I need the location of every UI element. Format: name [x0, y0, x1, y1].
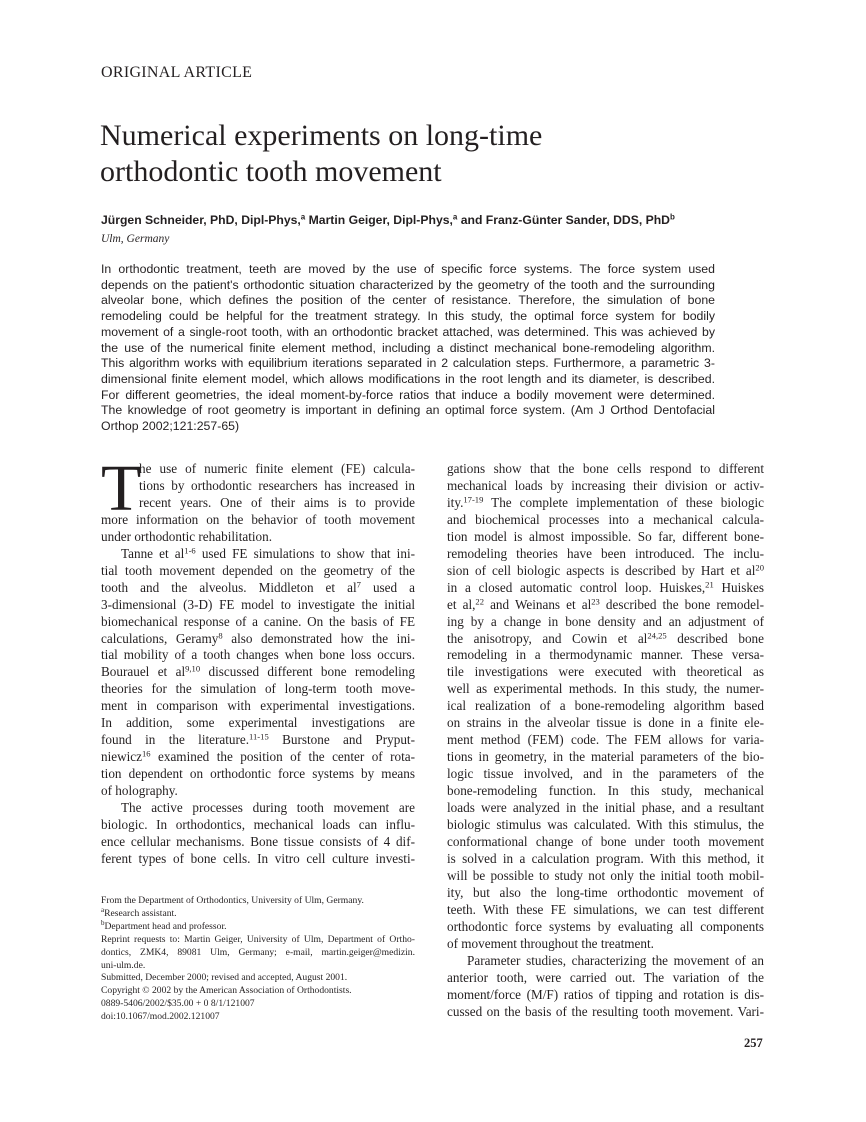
- text-line: The knowledge of root geometry is important in defining an optimal force system. (Am J Orthod Dentofacial: [101, 403, 715, 418]
- text-line: sion of cell biologic aspects is described by Hart et $al^{20}$: [447, 562, 764, 578]
- text-line: 3-dimensional (3-D) FE model to investigate the initial: [101, 596, 415, 612]
- text-line: logic tissue involved, and in the parameters of the: [447, 766, 764, 782]
- text-line: the use of the numerical finite element method, including a distinct mechanical bone-remodeling algorithm.: [101, 340, 715, 355]
- text-line: dimensional finite element model, which allows modifications in the root length and its diameter, is described.: [101, 371, 715, 386]
- text-line: under orthodontic rehabilitation.: [101, 528, 273, 544]
- text-line: alveolar bone, which defines the position of the center of resistance. Therefore, the simulation of bone: [101, 293, 715, 308]
- citation: 20: [755, 562, 764, 572]
- text-line: on strains in the alveolar tissue is done in a finite ele-: [447, 715, 764, 731]
- text-line: remodeling could be helpful for the treatment strategy. In this study, the optimal force system for bodily: [101, 309, 715, 324]
- citation: 24,25: [647, 629, 667, 640]
- text-line: biologic stimulus was calculated. With this stimulus, the: [447, 817, 764, 833]
- text-line: doi:10.1067/mod.2002.121007: [101, 1011, 220, 1023]
- text-line: theories for the simulation of long-term tooth move-: [101, 681, 415, 697]
- title-line: Numerical experiments on long-time: [100, 119, 543, 152]
- citation: b: [101, 918, 105, 927]
- text-line: ment method (FEM) code. The FEM allows for varia-: [447, 732, 764, 748]
- text-line: loads were analyzed in the initial phase, and a resultant: [447, 800, 764, 816]
- text-line: and biochemical processes into a mechanical calcula-: [447, 511, 764, 527]
- text-line: Bourauel et al$^{9,10}$ discussed different bone remodeling: [101, 663, 415, 680]
- affiliation: Ulm, Germany: [101, 233, 170, 245]
- text-line: Parameter studies, characterizing the movement of an: [467, 952, 764, 968]
- text-line: ence cellular mechanisms. Bone tissue consists of 4 dif-: [101, 833, 415, 849]
- text-line: teeth. With these FE simulations, we can test different: [447, 901, 764, 917]
- text-line: cussed on the basis of the resulting tooth movement. Vari-: [447, 1003, 764, 1019]
- abstract: [101, 262, 715, 435]
- title-line: orthodontic tooth movement: [100, 155, 442, 188]
- text-line: of holography.: [101, 783, 178, 799]
- text-line: Reprint requests to: Martin Geiger, University of Ulm, Department of Ortho-: [101, 933, 415, 945]
- citation: 23: [591, 595, 600, 606]
- authors: [101, 213, 675, 227]
- text-line: well as experimental methods. In this study, the numer-: [447, 681, 764, 697]
- text-line: ity, but also the long-time orthodontic movement of: [447, 884, 764, 900]
- text-line: depends on the patient's orthodontic situation characterized by the geometry of the tooth and the surrounding: [101, 277, 715, 292]
- text-line: of movement throughout the treatment.: [447, 935, 654, 951]
- text-line: gations show that the bone cells respond to different: [447, 461, 764, 476]
- text-line: ment in comparison with experimental investigations.: [101, 698, 415, 714]
- text-line: $^a$Research assistant.: [101, 906, 177, 919]
- text-line: ing by a change in bone density and an adjustment of: [447, 613, 764, 629]
- page-number: 257: [744, 1036, 763, 1050]
- text-line: ity.$^{17-19}$ The complete implementation of these biologic: [447, 494, 764, 510]
- drop-cap: T: [101, 452, 142, 525]
- text-line: niewicz$^{16}$ examined the position of the center of rota-: [101, 748, 415, 765]
- text-line: et al,$^{22}$ and Weinans et $al^{23}$ described the bone remodel-: [447, 595, 764, 612]
- text-line: Submitted, December 2000; revised and accepted, August 2001.: [101, 972, 348, 984]
- text-line: anterior tooth, were carried out. The variation of the: [447, 969, 764, 985]
- author-name: Jürgen Schneider, PhD, Dipl-Phys,: [101, 213, 301, 227]
- text-line: The active processes during tooth movement are: [121, 800, 415, 816]
- author-name: and Franz-Günter Sander, DDS, PhD: [457, 213, 670, 227]
- text-line: in a closed automatic control loop. Huiskes,$^{21}$ Huiskes: [447, 578, 764, 595]
- text-line: tion dependent on orthodontic force systems by means: [101, 766, 415, 782]
- text-line: movement of a single-root tooth, with an orthodontic bracket attached, was determined. This was achieved by: [101, 324, 715, 339]
- citation: 22: [475, 595, 484, 606]
- citation: 9,10: [185, 663, 201, 674]
- text-line: tions by orthodontic researchers has increased in: [139, 477, 415, 493]
- text-line: remodeling in a thermodynamic manner. These versa-: [447, 647, 764, 663]
- body-column-right: [447, 461, 764, 1020]
- citation: 1-6: [184, 545, 196, 556]
- text-line: is solved in a calculation program. With this method, it: [447, 850, 764, 866]
- text-line: orthodontic force systems by evaluating all components: [447, 918, 764, 934]
- citation: a: [101, 906, 105, 915]
- text-line: will be possible to study not only the initial tooth mobil-: [447, 867, 764, 883]
- text-line: tooth and the alveolus. Middleton et $al^7$ used a: [101, 578, 415, 595]
- text-line: remodeling theories have been introduced. The inclu-: [447, 545, 764, 561]
- text-line: tial mobility of a tooth changes when bone loss occurs.: [101, 647, 415, 663]
- text-line: biomechanical response of a canine. On the basis of FE: [101, 613, 415, 629]
- citation: 21: [705, 578, 714, 589]
- text-line: mechanical loads by increasing their division or activ-: [447, 477, 764, 493]
- section-label: ORIGINAL ARTICLE: [101, 64, 253, 81]
- text-line: Copyright © 2002 by the American Association of Orthodontists.: [101, 985, 352, 997]
- citation: 17-19: [463, 494, 484, 505]
- text-line: biologic. In orthodontics, mechanical loads can influ-: [101, 817, 415, 833]
- text-line: tions in geometry, in the material parameters of the bio-: [447, 749, 764, 765]
- footnotes: [101, 895, 415, 1024]
- author-name: Martin Geiger, Dipl-Phys,: [305, 213, 453, 227]
- affiliation-mark: a: [300, 212, 306, 222]
- text-line: he use of numeric finite element (FE) calcula-: [139, 461, 415, 476]
- text-line: tile investigations were executed with theoretical as: [447, 664, 764, 680]
- text-line: more information on the behavior of tooth movement: [101, 511, 415, 527]
- text-line: tion model is almost impossible. So far, different bone-: [447, 528, 764, 544]
- citation: 16: [142, 748, 151, 759]
- text-line: Tanne et $al^{1-6}$ used FE simulations to show that ini-: [121, 545, 415, 561]
- citation: 8: [218, 629, 223, 640]
- affiliation-mark: b: [669, 212, 675, 222]
- text-line: ferent types of bone cells. In vitro cell culture investi-: [101, 850, 415, 866]
- text-line: the anisotropy, and Cowin et al$^{24,25}$ described bone: [447, 629, 764, 646]
- text-line: 0889-5406/2002/$35.00 + 0 8/1/121007: [101, 998, 255, 1010]
- text-line: In orthodontic treatment, teeth are moved by the use of specific force systems. The force system used: [101, 262, 715, 276]
- text-line: For different geometries, the ideal moment-by-force ratios that induce a bodily movement were determined.: [101, 387, 715, 402]
- body-column-left: [101, 452, 415, 868]
- text-line: dontics, ZMK4, 89081 Ulm, Germany; e-mail, martin.geiger@medizin.: [101, 946, 415, 958]
- text-line: This algorithm works with equilibrium iterations separated in 2 calculation steps. Furthermore, a parametric 3-: [101, 356, 715, 371]
- text-line: From the Department of Orthodontics, University of Ulm, Germany.: [101, 895, 364, 906]
- text-line: Orthop 2002;121:257-65): [101, 419, 240, 434]
- text-line: found in the literature.$^{11-15}$ Burstone and Pryput-: [101, 731, 415, 748]
- text-line: bone-remodeling function. In this study, mechanical: [447, 783, 764, 799]
- citation: 11-15: [249, 731, 269, 742]
- text-line: ical realization of a bone-remodeling algorithm based: [447, 698, 764, 714]
- text-line: tial tooth movement depended on the geometry of the: [101, 562, 415, 578]
- text-line: In addition, some experimental investigations are: [101, 715, 415, 731]
- affiliation-mark: a: [452, 212, 458, 222]
- citation: 7: [356, 578, 361, 589]
- text-line: uni-ulm.de.: [101, 959, 146, 971]
- text-line: recent years. One of their aims is to provide: [139, 494, 415, 510]
- article-title: [100, 118, 542, 190]
- text-line: calculations, Geramy$^8$ also demonstrated how the ini-: [101, 629, 415, 646]
- text-line: conformational change of bone under tooth movement: [447, 833, 764, 849]
- text-line: moment/force (M/F) ratios of tipping and rotation is dis-: [447, 986, 764, 1002]
- text-line: $^b$Department head and professor.: [101, 918, 227, 932]
